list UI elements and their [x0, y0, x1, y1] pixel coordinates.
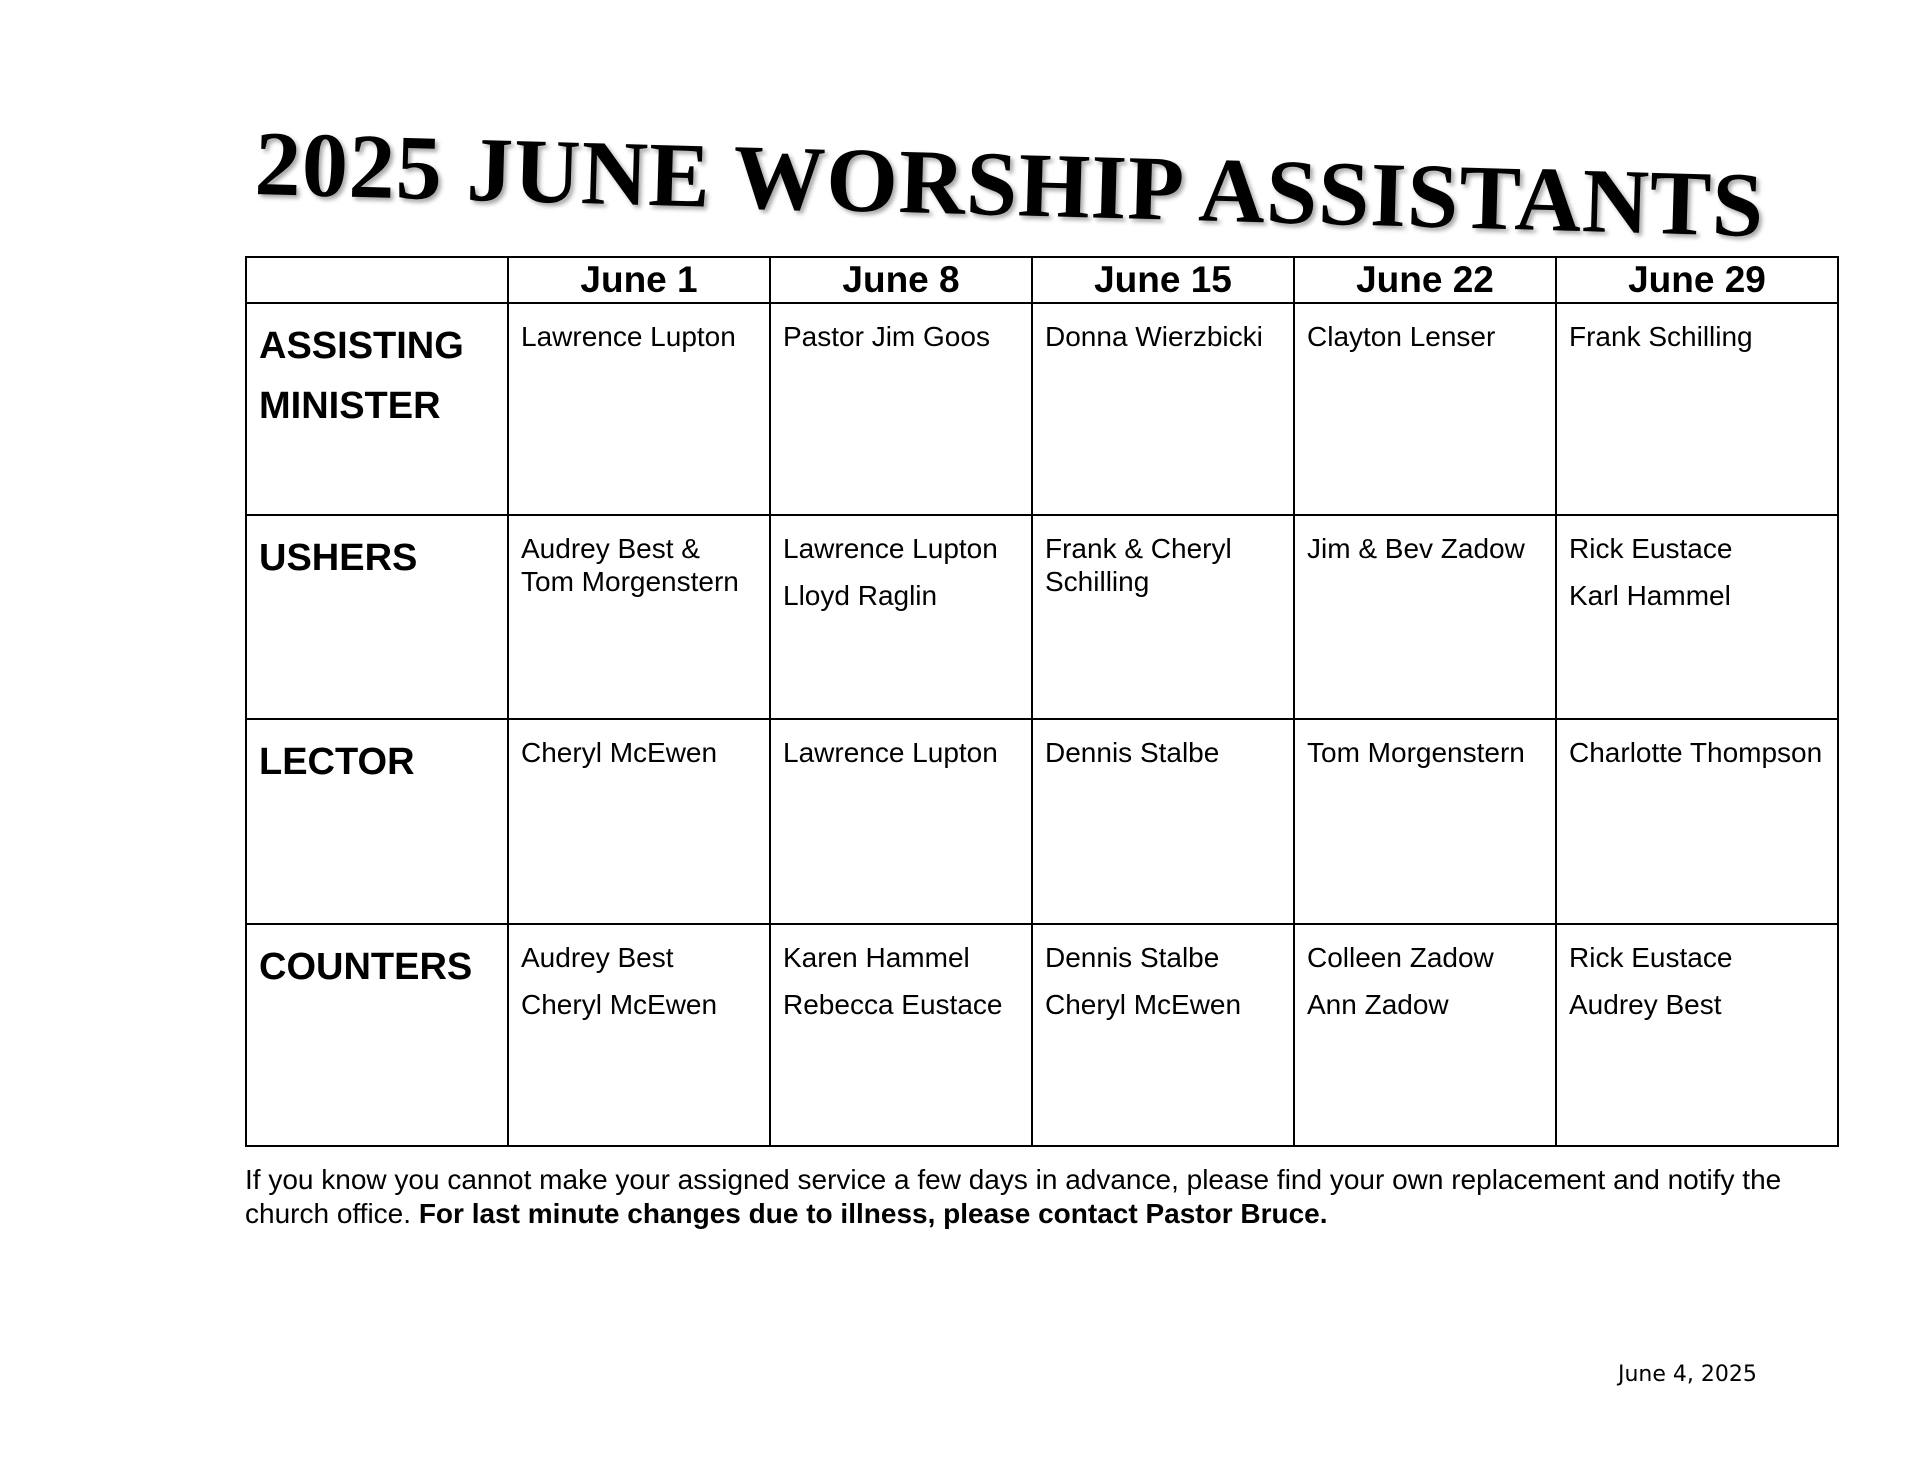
assignment-cell: [1294, 924, 1556, 1146]
role-label: [246, 719, 508, 924]
assignee-name: Dennis Stalbe: [1045, 737, 1220, 768]
role-line: ASSISTING: [259, 325, 464, 367]
assignee-name: Rebecca Eustace: [783, 989, 1003, 1020]
role-label: [246, 924, 508, 1146]
assignee-name: Clayton Lenser: [1307, 321, 1496, 352]
role-label: [246, 515, 508, 719]
table-row-ushers: [246, 515, 1838, 719]
assignee-name: Lawrence Lupton: [521, 321, 736, 352]
assignment-cell: [1556, 719, 1838, 924]
assignee-name: Colleen Zadow: [1307, 942, 1494, 973]
assignee-name: Audrey Best: [1569, 989, 1722, 1020]
assignee-name: Frank & Cheryl: [1045, 533, 1232, 564]
assignment-cell: [1032, 924, 1294, 1146]
assignment-cell: [770, 303, 1032, 515]
assignee-name: Audrey Best &: [521, 533, 700, 564]
role-line: LECTOR: [259, 741, 415, 783]
assignment-cell: [508, 719, 770, 924]
assignment-cell: [508, 515, 770, 719]
assignee-name: Cheryl McEwen: [521, 989, 718, 1020]
corner-cell: [246, 257, 508, 303]
assignment-cell: [1294, 515, 1556, 719]
assignee-name: Frank Schilling: [1569, 321, 1753, 352]
document-date: June 4, 2025: [1618, 1362, 1757, 1387]
assignment-cell: [1032, 303, 1294, 515]
assignee-name: Lawrence Lupton: [783, 737, 998, 768]
assignment-cell: [1556, 303, 1838, 515]
page-title: 2025 JUNE WORSHIP ASSISTANTS: [253, 112, 1766, 257]
role-label: [246, 303, 508, 515]
role-line: MINISTER: [259, 385, 441, 427]
assignee-name: Rick Eustace: [1569, 942, 1733, 973]
assignee-name: Pastor Jim Goos: [783, 321, 990, 352]
assignee-name: Karen Hammel: [783, 942, 970, 973]
role-line: USHERS: [259, 537, 418, 579]
table-row-lector: [246, 719, 1838, 924]
column-header: June 15: [1032, 257, 1294, 303]
assignment-cell: [508, 303, 770, 515]
header-row: [246, 257, 1838, 303]
assignee-name: Charlotte Thompson: [1569, 737, 1823, 768]
assignment-cell: [1032, 719, 1294, 924]
assignee-name: Dennis Stalbe: [1045, 942, 1220, 973]
assignee-name: Tom Morgenstern: [1307, 737, 1525, 768]
note-regular-text: If you know you cannot make your assigned service a few days in advance, please find your own replacement and notify the church office.: [245, 1164, 1782, 1229]
assignment-cell: [1556, 515, 1838, 719]
assignee-name: Rick Eustace: [1569, 533, 1733, 564]
assignee-name: Cheryl McEwen: [521, 737, 718, 768]
role-line: COUNTERS: [259, 946, 473, 988]
assignment-cell: [770, 924, 1032, 1146]
assignment-cell: [770, 719, 1032, 924]
table-row-assisting-minister: [246, 303, 1838, 515]
column-header: June 29: [1556, 257, 1838, 303]
column-header: June 22: [1294, 257, 1556, 303]
assignee-name: Tom Morgenstern: [521, 566, 739, 597]
table-row-counters: [246, 924, 1838, 1146]
assignment-cell: [1294, 303, 1556, 515]
assignee-name: Donna Wierzbicki: [1045, 321, 1263, 352]
assignee-name: Karl Hammel: [1569, 580, 1731, 611]
assignee-name: Audrey Best: [521, 942, 674, 973]
assignee-name: Jim & Bev Zadow: [1307, 533, 1525, 564]
assignment-cell: [1556, 924, 1838, 1146]
assignment-cell: [508, 924, 770, 1146]
assignee-name: Ann Zadow: [1307, 989, 1449, 1020]
assignee-name: Schilling: [1045, 566, 1150, 597]
assignee-name: Lloyd Raglin: [783, 580, 938, 611]
assignee-name: Cheryl McEwen: [1045, 989, 1242, 1020]
column-header: June 8: [770, 257, 1032, 303]
assignment-cell: [1294, 719, 1556, 924]
note-bold-text: For last minute changes due to illness, please contact Pastor Bruce.: [418, 1198, 1328, 1229]
schedule-table: [245, 256, 1839, 1147]
assignee-name: Lawrence Lupton: [783, 533, 998, 564]
column-header: June 1: [508, 257, 770, 303]
replacement-note: [245, 1163, 1805, 1231]
assignment-cell: [1032, 515, 1294, 719]
assignment-cell: [770, 515, 1032, 719]
